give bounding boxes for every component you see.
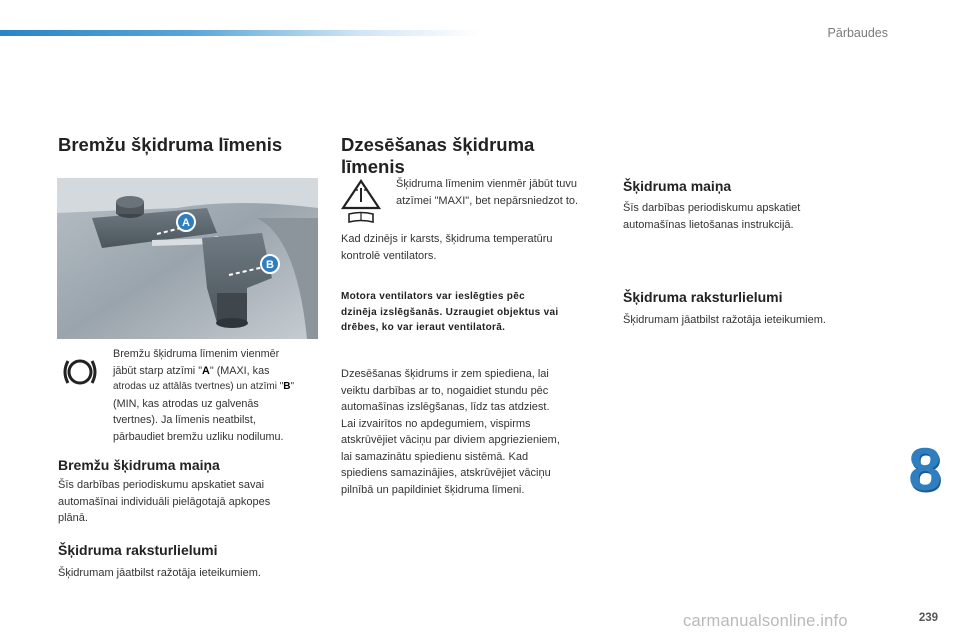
header-accent-bar (0, 30, 480, 36)
brake-desc-mark-a: A (202, 364, 210, 377)
brake-warning-icon (60, 352, 100, 392)
coolant-pressure-text (341, 366, 560, 498)
text-line: dzinēja izslēgšanās. Uzraugiet objektus vai (341, 306, 559, 318)
text-line: Kad dzinējs ir karsts, šķidruma temperatūru (341, 233, 553, 245)
coolant-level-title (341, 134, 534, 178)
brake-desc-line (113, 379, 294, 396)
brake-desc-text: " (290, 381, 295, 392)
brake-desc-line: tvertnes). Ja līmenis neatbilst, (113, 414, 256, 426)
text-line: automašīnas izslēgšanas, līdz tas atdziest. (341, 401, 550, 413)
brake-fluid-spec-text: Šķidrumam jāatbilst ražotāja ieteikumiem. (58, 567, 261, 579)
brake-reservoir-diagram (57, 178, 318, 339)
text-line: Dzesēšanas šķidrums ir zem spiediena, lai (341, 368, 549, 380)
brake-desc-text: jābūt starp atzīmi " (113, 364, 203, 377)
fan-warning-text (341, 289, 558, 336)
text-line: Motora ventilators var ieslēgties pēc (341, 291, 525, 302)
text-line: pilnībā un papildiniet šķidruma līmeni. (341, 483, 525, 496)
title-line: līmenis (341, 156, 405, 177)
brake-desc-line: Bremžu šķidruma līmenim vienmēr (113, 348, 280, 360)
brake-desc-mark-b: B (283, 381, 291, 392)
text-line: spiediens samazinājies, atskrūvējiet vāciņu (341, 467, 551, 479)
chapter-number: 8 (908, 436, 942, 503)
brake-desc-text: atrodas uz attālās tvertnes) un atzīmi " (113, 381, 284, 392)
brake-level-description (113, 346, 294, 445)
brake-fluid-title: Bremžu šķidruma līmenis (58, 134, 283, 155)
text-line: lai samazinātu spiedienu sistēmā. Kad (341, 450, 529, 463)
brake-fluid-spec-title: Šķidruma raksturlielumi (58, 542, 218, 558)
marker-a-label: A (182, 217, 190, 229)
brake-desc-line: (MIN, kas atrodas uz galvenās (113, 397, 259, 410)
coolant-change-title: Šķidruma maiņa (623, 178, 732, 194)
brake-desc-line (113, 363, 294, 380)
text-line: automašīnai individuāli pielāgotajā apkopes (58, 495, 271, 508)
section-header: Pārbaudes (827, 26, 888, 40)
watermark: carmanualsonline.info (683, 612, 848, 630)
brake-fluid-change-text (58, 477, 270, 527)
text-line: Šīs darbības periodiskumu apskatiet (623, 202, 801, 214)
title-line: Dzesēšanas šķidruma (341, 134, 535, 155)
text-line: automašīnas lietošanas instrukcijā. (623, 218, 794, 231)
brake-desc-text: " (MAXI, kas (209, 364, 270, 377)
coolant-intro-text (396, 176, 578, 209)
page-number: 239 (918, 612, 938, 624)
coolant-hot-engine-text (341, 231, 553, 264)
brake-reservoir-illustration (57, 178, 318, 339)
text-line: plānā. (58, 512, 88, 524)
text-line: atzīmei "MAXI", bet nepārsniedzot to. (396, 194, 579, 207)
text-line: Šķidruma līmenim vienmēr jābūt tuvu (396, 178, 577, 190)
text-line: atskrūvējiet vāciņu par diviem apgriezieniem, (341, 434, 560, 446)
marker-b-label: B (266, 259, 274, 271)
text-line: drēbes, ko var ieraut ventilatorā. (341, 322, 506, 333)
text-line: kontrolē ventilators. (341, 249, 437, 262)
text-line: Lai izvairītos no apdegumiem, vispirms (341, 417, 531, 430)
brake-desc-line: pārbaudiet bremžu uzliku nodilumu. (113, 430, 284, 443)
coolant-change-text (623, 200, 800, 233)
brake-fluid-change-title: Bremžu šķidruma maiņa (58, 457, 220, 473)
coolant-spec-text: Šķidrumam jāatbilst ražotāja ieteikumiem. (623, 314, 826, 326)
coolant-warning-icon (340, 178, 382, 224)
coolant-spec-title: Šķidruma raksturlielumi (623, 289, 783, 305)
text-line: Šīs darbības periodiskumu apskatiet savai (58, 479, 265, 491)
text-line: veiktu darbības ar to, nogaidiet stundu pēc (341, 384, 549, 397)
